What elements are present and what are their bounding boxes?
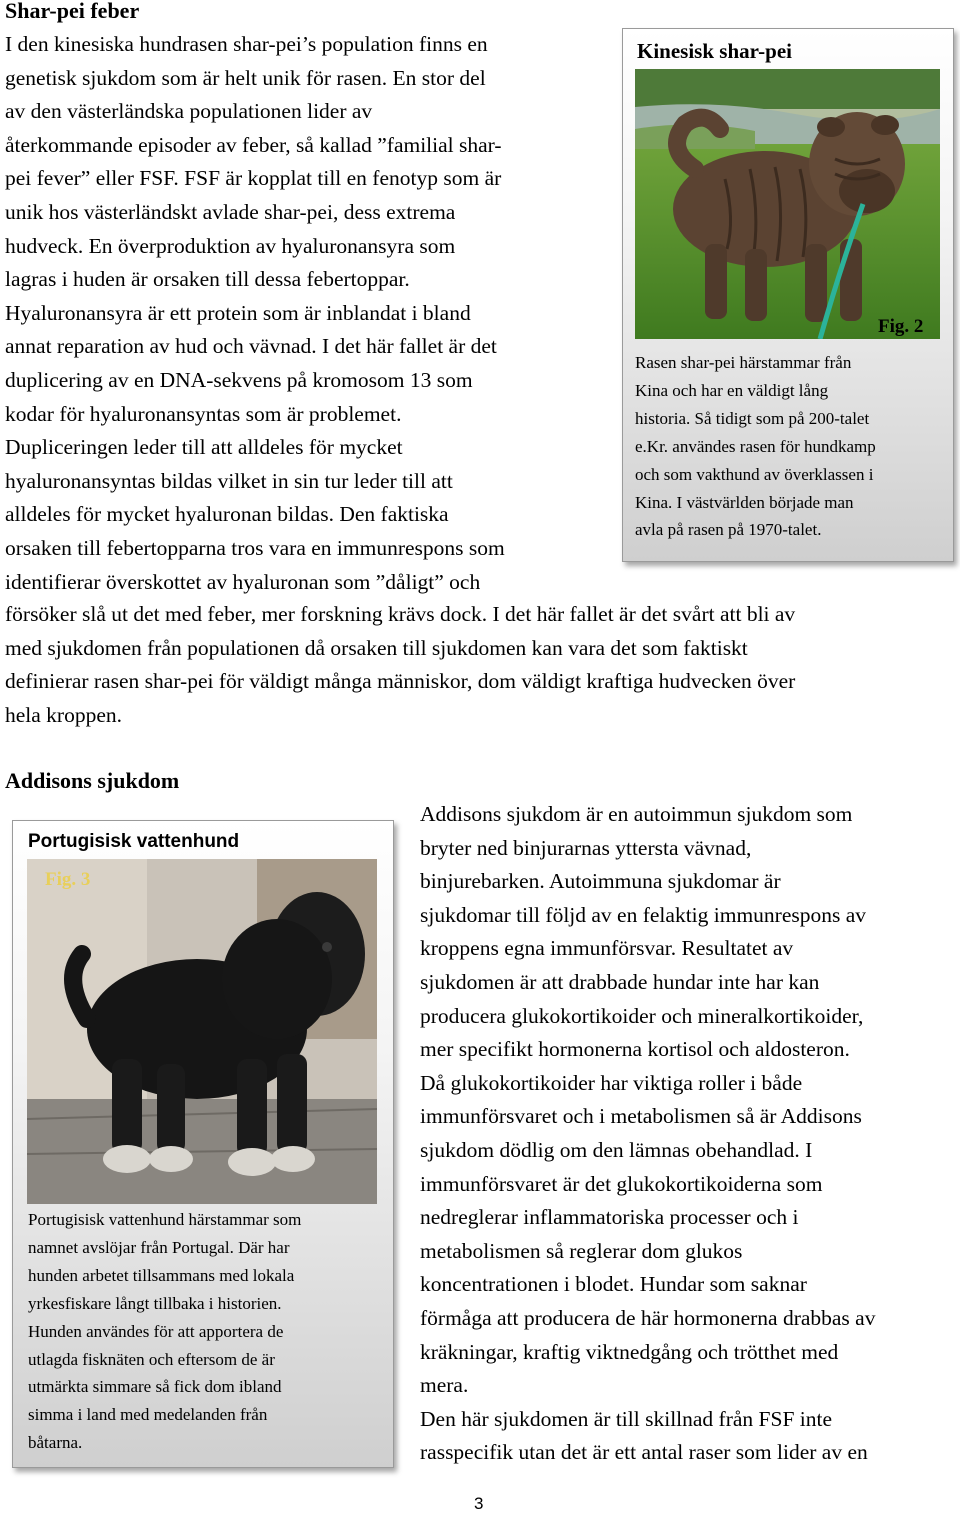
text-line: lagras i huden är orsaken till dessa febertoppar.	[5, 267, 410, 292]
figure-title: Kinesisk shar-pei	[637, 39, 792, 63]
caption-line: namnet avslöjar från Portugal. Där har	[28, 1237, 290, 1257]
caption-line: utmärkta simmare så fick dom ibland	[28, 1377, 282, 1397]
shar-pei-dog-illustration	[635, 69, 940, 339]
text-line: hyaluronansyntas bildas vilket in sin tur leder till att	[5, 468, 453, 493]
section-heading-shar-pei: Shar-pei feber	[5, 0, 140, 23]
figure-box-shar-pei	[622, 28, 954, 562]
caption-line: Kina och har en väldigt lång	[635, 380, 829, 400]
text-line: bryter ned binjurarnas yttersta vävnad,	[420, 835, 752, 860]
addisons-paragraph	[420, 798, 958, 1470]
figure-caption	[635, 349, 947, 544]
caption-line: Portugisisk vattenhund härstammar som	[28, 1210, 302, 1229]
page-number: 3	[474, 1494, 484, 1513]
text-line: definierar rasen shar-pei för väldigt många människor, dom väldigt kraftiga hudvecken över	[5, 669, 796, 694]
text-line: av den västerländska populationen lider av	[5, 99, 373, 124]
text-line: sjukdom dödlig om den lämnas obehandlad. I	[420, 1137, 813, 1162]
text-line: kodar för hyaluronansyntas som är problemet.	[5, 401, 402, 426]
text-line: koncentrationen i blodet. Hundar som saknar	[420, 1272, 807, 1297]
text-line: I den kinesiska hundrasen shar-pei’s population finns en	[5, 32, 488, 56]
caption-line: utlagda fisknäten och eftersom de är	[28, 1349, 275, 1369]
text-line: immunförsvaret är det glukokortikoiderna som	[420, 1171, 823, 1196]
text-line: identifierar överskottet av hyaluronan som ”dåligt” och	[5, 569, 481, 594]
caption-line: historia. Så tidigt som på 200-talet	[635, 408, 870, 428]
figure-label: Fig. 2	[878, 316, 924, 337]
text-line: hudveck. En överproduktion av hyaluronansyra som	[5, 233, 456, 258]
section-heading-addisons: Addisons sjukdom	[5, 768, 180, 793]
caption-line: avla på rasen på 1970-talet.	[635, 520, 822, 540]
water-dog-photo	[27, 859, 377, 1204]
text-line: rasspecifik utan det är ett antal raser som lider av en	[420, 1440, 868, 1465]
caption-line: båtarna.	[28, 1433, 83, 1453]
caption-line: hunden arbetet tillsammans med lokala	[28, 1265, 295, 1285]
shar-pei-photo	[635, 69, 940, 339]
text-line: sjukdomar till följd av en felaktig immunrespons av	[420, 902, 867, 927]
text-line: mera.	[420, 1373, 469, 1398]
water-dog-illustration	[27, 859, 377, 1204]
text-line: producera glukokortikoider och mineralkortikoider,	[420, 1003, 864, 1028]
text-line: Hyaluronansyra är ett protein som är inblandat i bland	[5, 300, 471, 325]
caption-line: Kina. I västvärlden började man	[635, 492, 854, 512]
text-line: genetisk sjukdom som är helt unik för rasen. En stor del	[5, 65, 486, 90]
text-line: metabolismen så reglerar dom glukos	[420, 1238, 743, 1263]
text-line: kroppens egna immunförsvar. Resultatet av	[420, 936, 794, 961]
figure-caption	[28, 1206, 383, 1457]
text-line: återkommande episoder av feber, så kallad ”familial shar-	[5, 132, 502, 157]
text-line: orsaken till febertopparna tros vara en immunrespons som	[5, 535, 505, 560]
caption-line: Hunden användes för att apportera de	[28, 1321, 284, 1341]
text-line: Den här sjukdomen är till skillnad från FSF inte	[420, 1406, 833, 1431]
text-line: immunförsvaret och i metabolismen så är Addisons	[420, 1104, 862, 1129]
text-line: Då glukokortikoider har viktiga roller i både	[420, 1070, 803, 1095]
caption-line: Rasen shar-pei härstammar från	[635, 353, 852, 372]
text-line: sjukdomen är att drabbade hundar inte har kan	[420, 969, 820, 994]
shar-pei-paragraph-continued	[5, 598, 955, 732]
figure-label: Fig. 3	[45, 869, 91, 890]
text-line: binjurebarken. Autoimmuna sjukdomar är	[420, 869, 781, 894]
figure-box-water-dog	[12, 820, 394, 1468]
text-line: hela kroppen.	[5, 702, 123, 727]
text-line: kräkningar, kraftig viktnedgång och trötthet med	[420, 1339, 839, 1364]
text-line: pei fever” eller FSF. FSF är kopplat till en fenotyp som är	[5, 166, 502, 191]
text-line: försöker slå ut det med feber, mer forskning krävs dock. I det här fallet är det svårt att bli av	[5, 602, 796, 626]
text-line: duplicering av en DNA-sekvens på kromosom 13 som	[5, 367, 473, 392]
text-line: Addisons sjukdom är en autoimmun sjukdom som	[420, 802, 853, 826]
text-line: nedreglerar inflammatoriska processer och i	[420, 1205, 799, 1230]
figure-title: Portugisisk vattenhund	[28, 831, 240, 852]
text-line: annat reparation av hud och vävnad. I det här fallet är det	[5, 334, 497, 359]
shar-pei-paragraph	[5, 28, 615, 599]
caption-line: simma i land med medelanden från	[28, 1405, 268, 1425]
text-line: mer specifikt hormonerna kortisol och aldosteron.	[420, 1037, 850, 1062]
text-line: med sjukdomen från populationen då orsaken till sjukdomen kan vara det som faktiskt	[5, 635, 748, 660]
text-line: förmåga att producera de här hormonerna drabbas av	[420, 1305, 876, 1330]
text-line: unik hos västerländskt avlade shar-pei, dess extrema	[5, 199, 456, 224]
text-line: alldeles för mycket hyaluronan bildas. Den faktiska	[5, 502, 449, 527]
text-line: Dupliceringen leder till att alldeles för mycket	[5, 435, 403, 460]
caption-line: e.Kr. användes rasen för hundkamp	[635, 436, 876, 456]
caption-line: yrkesfiskare långt tillbaka i historien.	[28, 1293, 282, 1313]
caption-line: och som vakthund av överklassen i	[635, 464, 874, 484]
